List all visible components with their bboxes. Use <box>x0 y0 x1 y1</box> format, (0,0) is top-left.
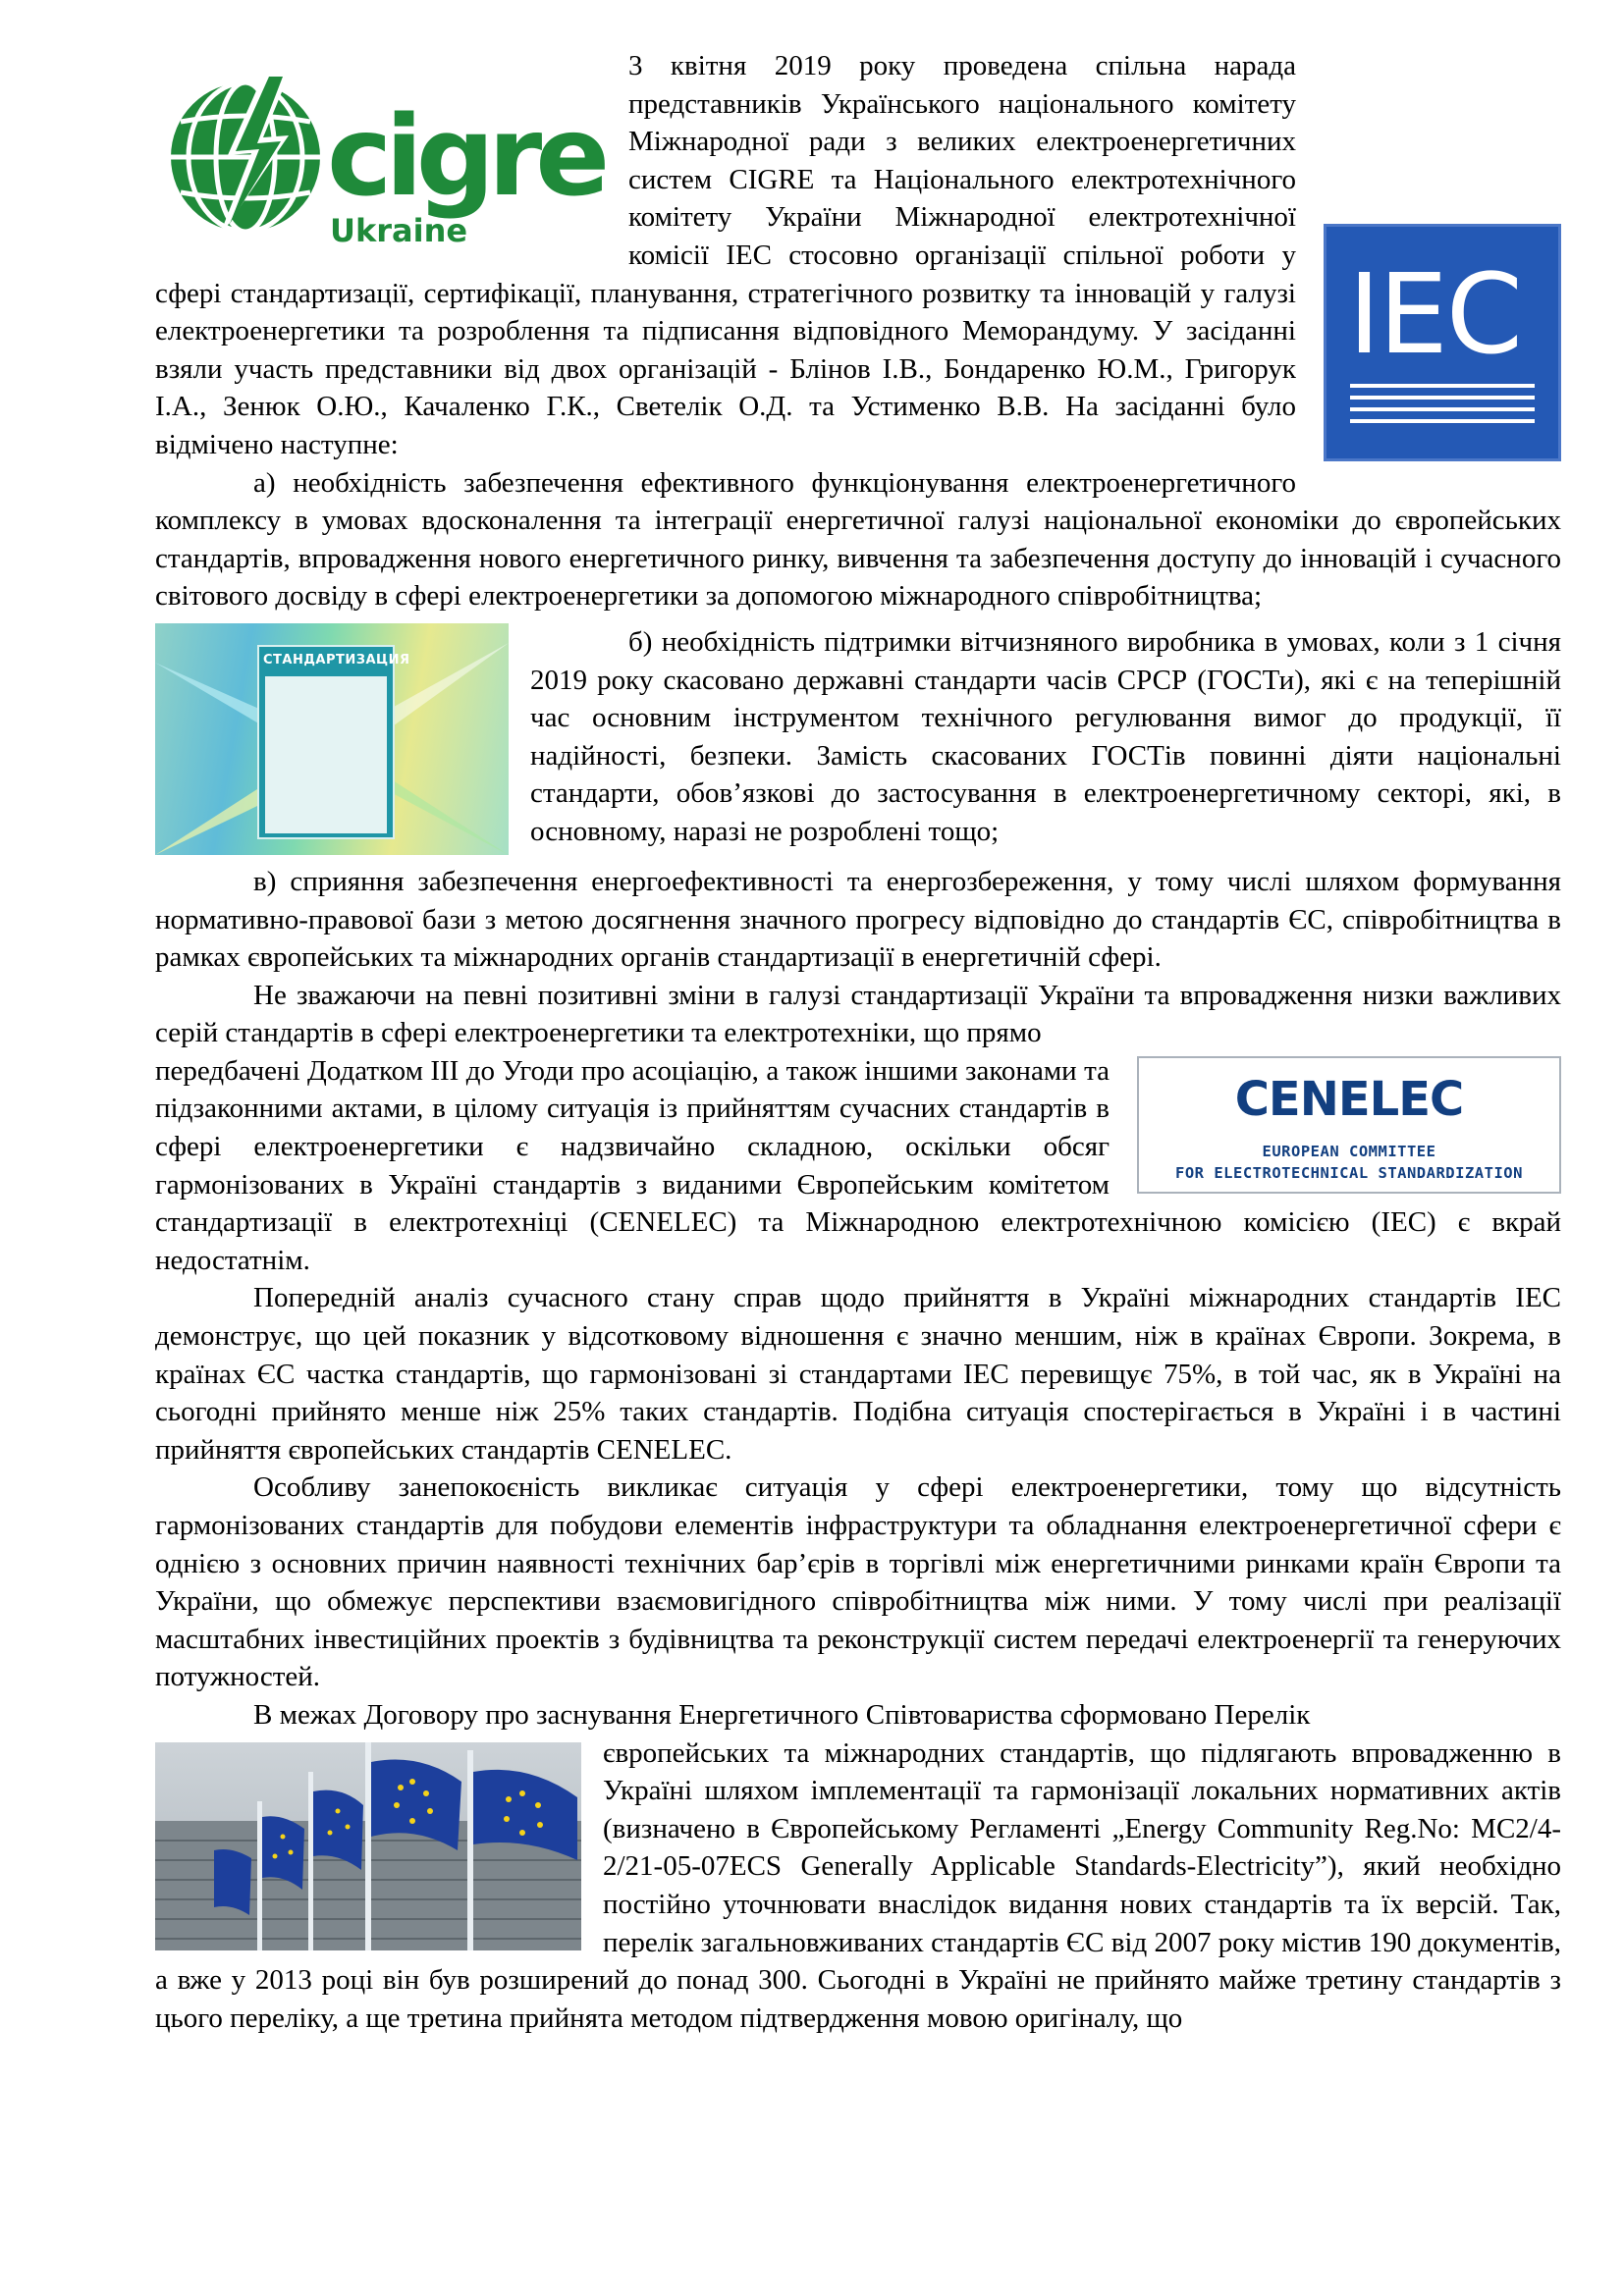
cenelec-subtitle-line1: EUROPEAN COMMITTEE <box>1262 1142 1436 1160</box>
cigre-country-label: Ukraine <box>330 212 468 249</box>
energy-community-paragraph-continued: європейських та міжнародних стандартів, що підлягають впровадженню в Україні шляхом імплементації та гармонізації локальних нормативних актів (визначено в Європейському Регламенті „Energy Community Reg.No: MC2/4-2/21-05-07ECS Generally Applicable Standards-Electricity”), який необхідно постійно уточнювати внаслідок видання нових стандартів та їх версій. Так, перелік загальновживаних стандартів ЄС від 2007 року містив 190 документів, а вже у 2013 році він був розширений до понад 300. Сьогодні в Україні не прийнято майже третину стандартів з цього переліку, а ще третина прийнята методом підтвердження мовою оригіналу, що <box>155 1736 1561 2034</box>
point-c-paragraph: в) сприяння забезпечення енергоефективності та енергозбереження, у тому числі шляхом формування нормативно-правової бази з метою досягнення значного прогресу відповідно до стандартів ЄС, співробітництва в рамках європейських та міжнародних органів стандартизації в енергетичній сфері. <box>155 865 1561 974</box>
point-b-paragraph: б) необхідність підтримки вітчизняного виробника в умовах, коли з 1 січня 2019 року скасовано державні стандарти часів СРСР (ГОСТи), які є на теперішній час основним інструментом технічного регулювання вимог до продукції, її надійності, безпеки. Замість скасованих ГОСТів повинні діяти національні стандарти, обов’язкові до застосування в електроенергетичному секторі, які, в основному, наразі не розроблені тощо; <box>530 625 1561 847</box>
iec-line <box>1350 419 1535 423</box>
magazine-cover-picture <box>265 676 387 833</box>
magazine-title: СТАНДАРТИЗАЦИЯ <box>263 652 410 667</box>
iec-logo <box>1324 224 1561 461</box>
eu-flags-graphic <box>155 1742 581 1950</box>
standardization-magazine-image <box>155 623 509 855</box>
concern-paragraph: Особливу занепокоєність викликає ситуація у сфері електроенергетики, тому що відсутність гармонізованих стандартів для побудови елементів інфраструктури та обладнання електроенергетичної сфери є однією з основних причин наявності технічних бар’єрів в торгівлі між енергетичними ринками країн Європи та України, що обмежує перспективи взаємовигідного співробітництва між ними. У тому числі при реалізації масштабних інвестиційних проектів з будівництва та реконструкції систем передачі електроенергії та генеруючих потужностей. <box>155 1471 1561 1693</box>
magazine-cover <box>257 645 410 839</box>
eu-flags-photo <box>155 1742 581 1950</box>
iec-line <box>1350 384 1535 388</box>
iec-line <box>1350 396 1535 400</box>
globe-icon <box>167 67 332 243</box>
analysis-paragraph: Попередній аналіз сучасного стану справ щодо прийняття в Україні міжнародних стандартів IEC демонструє, що цей показник у відсотковому відношення є значно меншим, ніж в країнах Європи. Зокрема, в країнах ЄС частка стандартів, що гармонізовані зі стандартами IEC перевищує 75%, в той час, як в Україні на сьогодні прийнято менше ніж 25% таких стандартів. Подібна ситуація спостерігається в Україні і в частині прийняття європейських стандартів CENELEC. <box>155 1282 1561 1466</box>
iec-line <box>1350 407 1535 411</box>
energy-community-paragraph-start: В межах Договору про заснування Енергетичного Співтовариства сформовано Перелік <box>253 1698 1311 1731</box>
cenelec-logo <box>1137 1056 1561 1194</box>
cenelec-subtitle-line2: FOR ELECTROTECHNICAL STANDARDIZATION <box>1175 1163 1523 1182</box>
document-page <box>155 47 1561 2037</box>
paragraph-standards-intro: Не зважаючи на певні позитивні зміни в галузі стандартизації України та впровадження низки важливих серій стандартів в сфері електроенергетики та електротехніки, що прямо <box>155 979 1561 1049</box>
cigre-ukraine-logo <box>155 47 609 255</box>
intro-paragraph: 3 квітня 2019 року проведена спільна нарада представників Українського національного комітету Міжнародної ради з великих електроенергетичних систем CIGRE та Національного електротехнічного комітету України Міжнародної електротехнічної комісії IEC стосовно організації спільної роботи у сфері стандартизації, сертифікації, планування, стратегічного розвитку та інновацій у галузі електроенергетики та розроблення та підписання відповідного Меморандуму. У засіданні взяли участь представники від двох організацій - Блінов І.В., Бондаренко Ю.М., Григорук І.А., Зенюк О.Ю., Качаленко Г.К., Светелік О.Д. та Устименко В.В. На засіданні було відмічено наступне: <box>155 50 1296 460</box>
paragraph-standards-continued: передбачені Додатком ІІІ до Угоди про асоціацію, а також іншими законами та підзаконними актами, в цілому ситуація із прийняттям сучасних стандартів в сфері електроенергетики є надзвичайно складною, оскільки обсяг гармонізованих в Україні стандартів з виданими Європейським комітетом стандартизації в електротехніці (CENELEC) та Міжнародною електротехнічною комісією (IEC) є вкрай недостатнім. <box>155 1054 1561 1276</box>
iec-wordmark: IEC <box>1348 251 1521 379</box>
point-a-paragraph: а) необхідність забезпечення ефективного функціонування електроенергетичного комплексу в умовах вдосконалення та інтеграції енергетичної галузі національної економіки до європейських стандартів, впровадження нового енергетичного ринку, вивчення та забезпечення доступу до інновацій і сучасного світового досвіду в сфері електроенергетики за допомогою міжнародного співробітництва; <box>155 466 1561 613</box>
cigre-wordmark: cigre <box>327 93 604 221</box>
cenelec-wordmark: CENELEC <box>1234 1071 1464 1127</box>
